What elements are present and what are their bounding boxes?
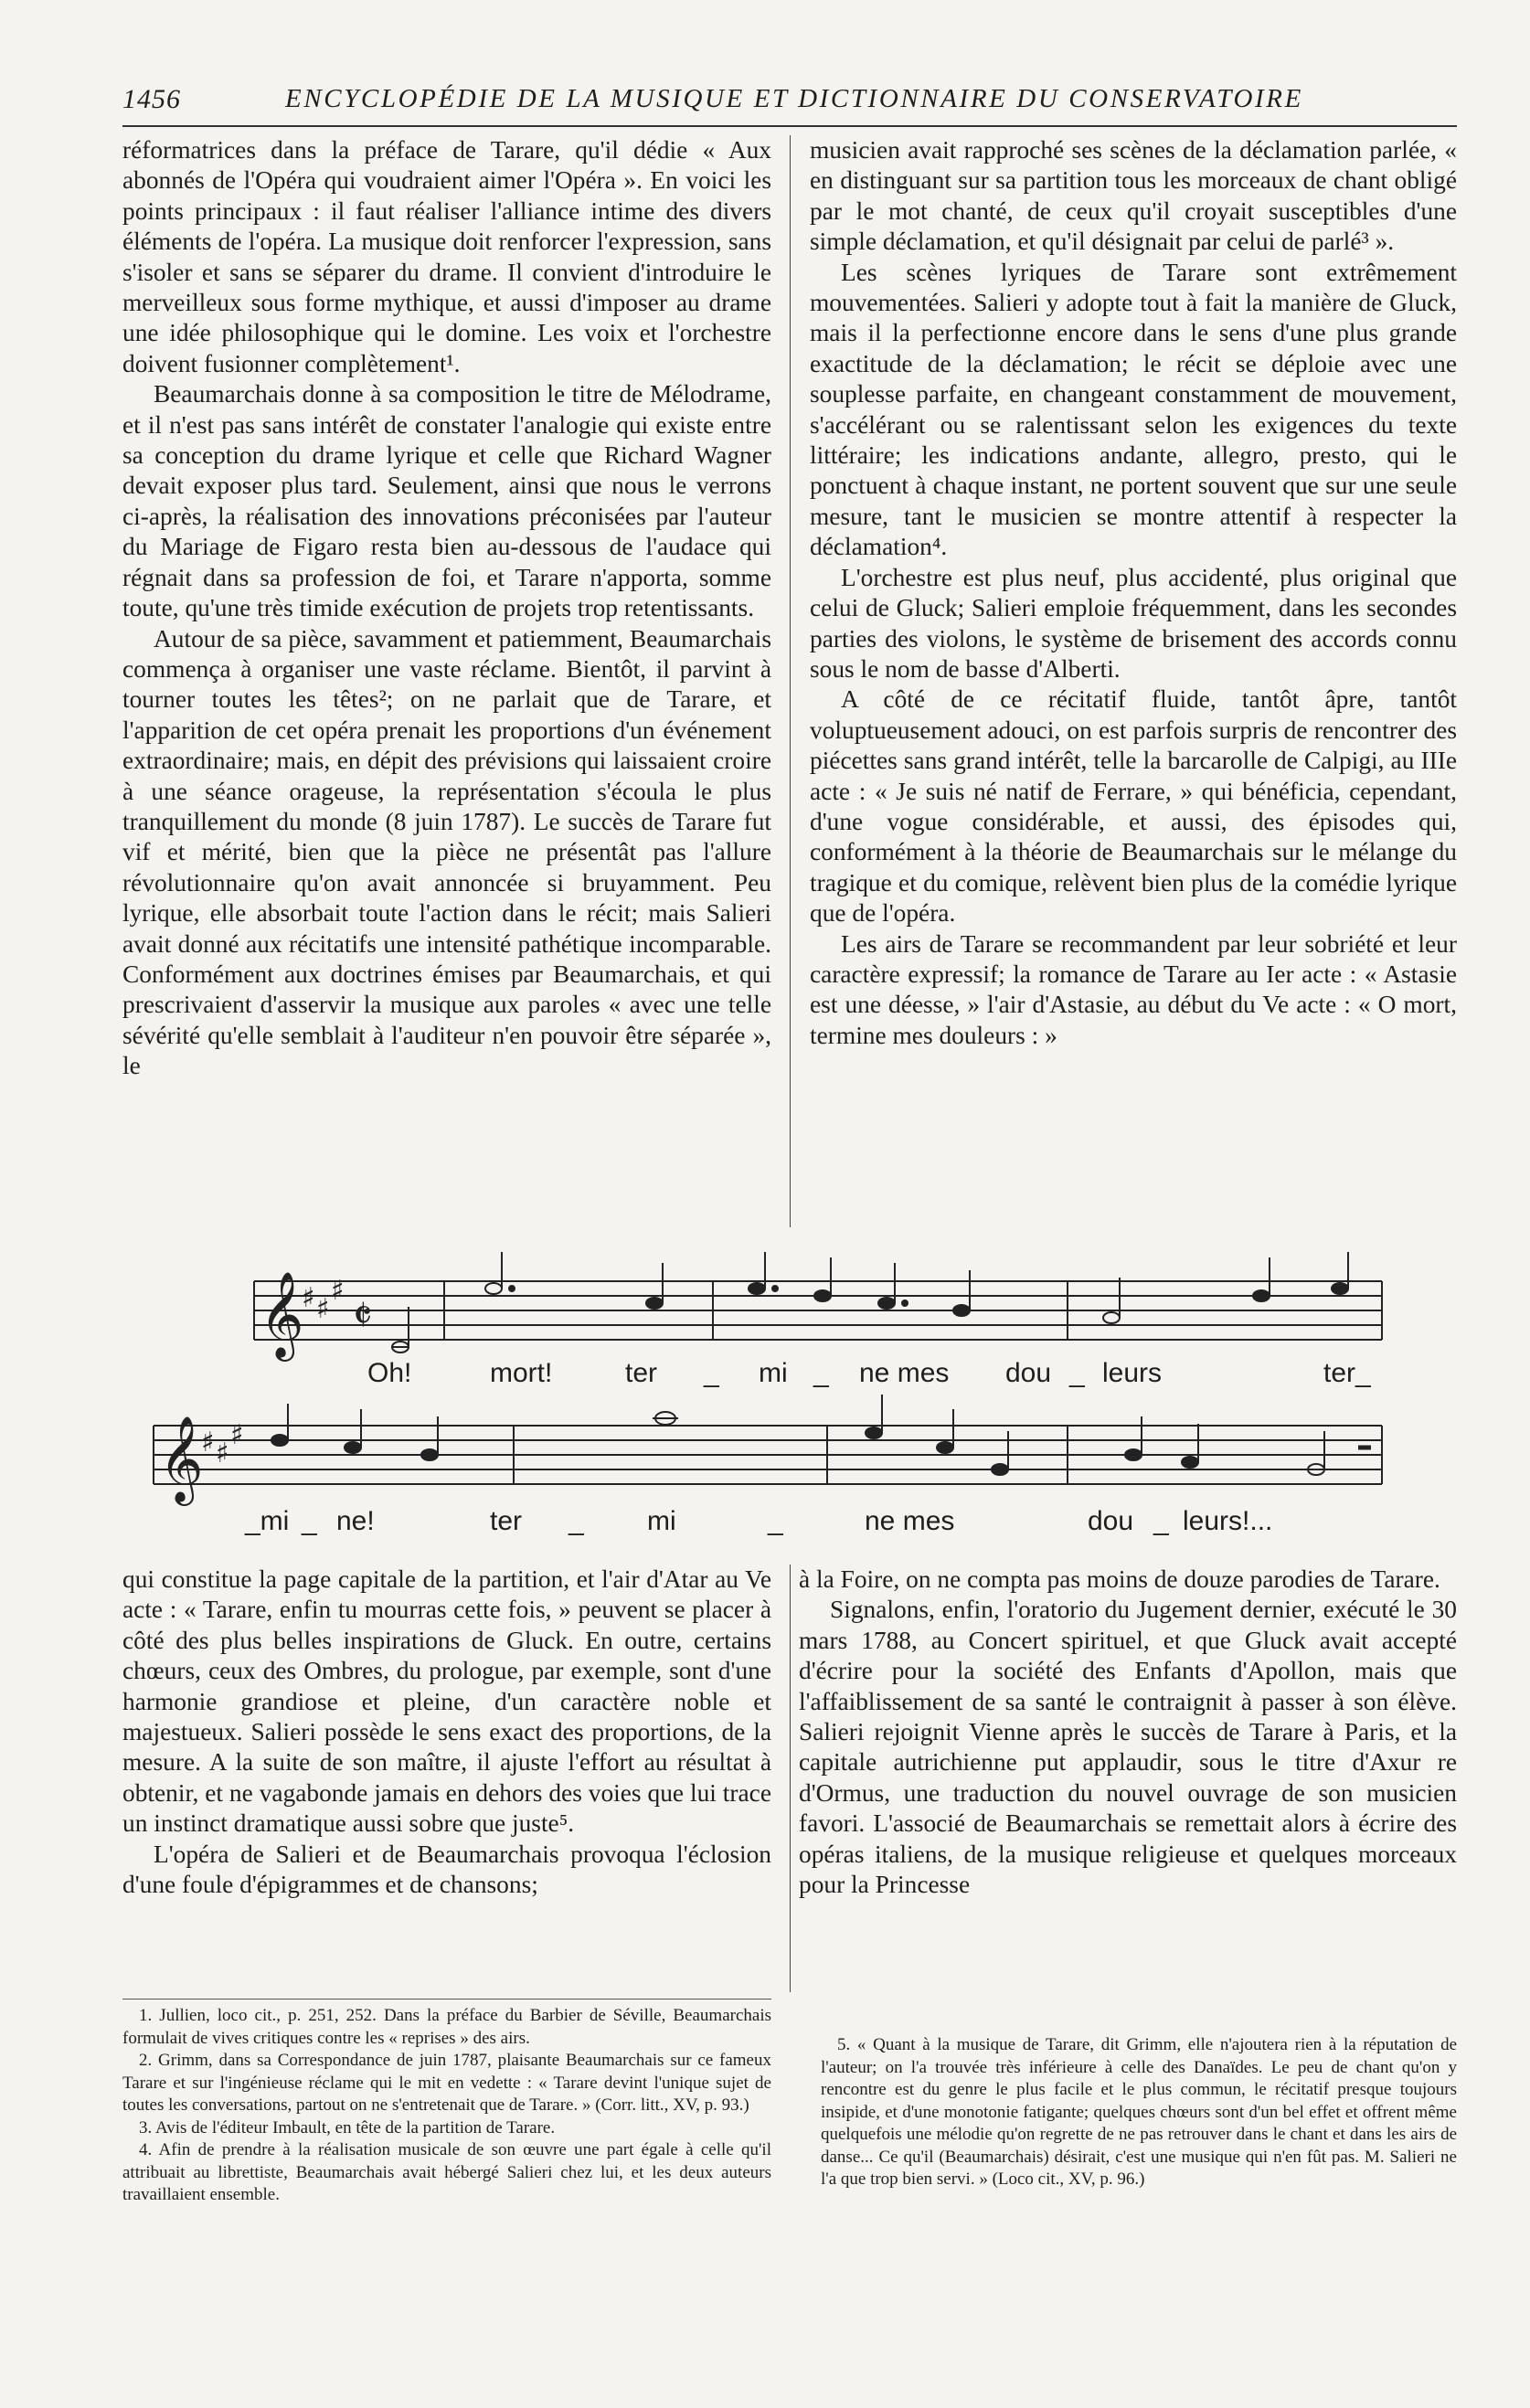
svg-text:♯: ♯ [316,1293,330,1325]
lyric: ne mes [865,1506,955,1536]
lyric: _ [768,1506,783,1536]
footnotes-right [821,2034,1457,2191]
lyric: _ [302,1506,317,1536]
footnote: 4. Afin de prendre à la réalisation musicale de son œuvre une part égale à celle qu'il attribuait au librettiste, Beaumarchais avait hébergé Salieri chez lui, et les deux auteurs travaillaient ensemble. [122,2140,771,2204]
lyric: _ [1069,1358,1085,1388]
lyric: ne! [336,1506,375,1536]
paragraph: qui constitue la page capitale de la partition, et l'air d'Atar au Ve acte : « Tarare, enfin tu mourras cette fois, » peuvent se placer à côté des plus belles inspirations de Gluck. En outre, certains chœurs, ceux des Ombres, du prologue, par exemple, sont d'une harmonie grandiose et pleine, d'un caractère noble et majestueux. Salieri possède le sens exact des proportions, de la mesure. A la suite de son maître, il ajuste l'effort au résultat à obtenir, et ne vagabonde jamais en dehors des voies que lui trace un instinct dramatique aussi sobre que juste⁵. [122,1565,771,1838]
paragraph: Autour de sa pièce, savamment et patiemment, Beaumarchais commença à organiser une vaste réclame. Bientôt, il parvint à tourner toutes les têtes²; on ne parlait que de Tarare, et l'apparition de cet opéra prenait les proportions d'un événement extraordinaire; mais, en dépit des prévisions qui laissaient croire à une séance orageuse, la représentation s'écoula le plus tranquillement du monde (8 juin 1787). Le succès de Tarare fut vif et mérité, bien que la pièce ne présentât pas l'allure révolutionnaire qu'on avait annoncée si bruyamment. Peu lyrique, elle absorbait toute l'action dans le récit; mais Salieri avait donné aux récitatifs une intensité pathétique incomparable. Conformément aux doctrines émises par Beaumarchais, et qui prescrivaient d'asservir la musique aux paroles « avec une telle sévérité qu'elle semblait à l'auditeur n'en pouvoir être séparée », le [122,624,771,1080]
column-left-bottom [122,1565,771,1900]
paragraph: Les scènes lyriques de Tarare sont extrêmement mouvementées. Salieri y adopte tout à fait la manière de Gluck, mais il la perfectionne encore dans le sens d'une plus grande exactitude de la déclamation; le récit se déploie avec une souplesse parfaite, en changeant constamment de mouvement, s'accélérant ou se ralentissant selon les exigences du texte littéraire; les indications andante, allegro, presto, qui le ponctuent à chaque instant, ne portent souvent que sur une seule mesure, tant le musicien se montre attentif à respecter la déclamation⁴. [810,258,1457,561]
paragraph: Les airs de Tarare se recommandent par leur sobriété et leur caractère expressif; la romance de Tarare au Ier acte : « Astasie est une déesse, » l'air d'Astasie, au début du Ve acte : « O mort, termine mes douleurs : » [810,929,1457,1049]
lyric: ter [490,1506,523,1536]
lyric: ne mes [859,1358,950,1388]
lyric: dou [1088,1506,1134,1536]
paragraph: musicien avait rapproché ses scènes de la déclamation parlée, « en distinguant sur sa partition tous les morceaux de chant obligé par le mot chanté, de ceux qu'il croyait susceptibles d'une simple déclamation, et qu'il désignait par celui de parlé³ ». [810,136,1457,256]
svg-text:♯: ♯ [331,1275,345,1307]
music-example [0,1252,1530,1554]
lyric: ter_ [1323,1358,1371,1388]
lyric: leurs [1102,1358,1163,1388]
footnote: 5. « Quant à la musique de Tarare, dit Grimm, elle n'ajoutera rien à la réputation de l'auteur; on l'a trouvée très inférieure à celle des Danaïdes. Le peu de chant qu'on y rencontre est du genre le plus facile et le plus commun, le récitatif presque toujours insipide, et d'une monotonie fatigante; quelques chœurs sont d'un bel effet et offrent même quelquefois une mélodie qu'on regrette de ne pas retrouver dans le chant et dans les airs de danse... Ce qu'il (Beaumarchais) désirait, c'est une musique qui n'en fût pas. M. Salieri ne l'a que trop bien servi. » (Loco cit., XV, p. 96.) [821,2035,1457,2189]
svg-text:𝄵: 𝄵 [353,1290,373,1342]
page-number: 1456 [122,84,181,114]
lyric: mi [759,1358,788,1388]
lyric: dou [1005,1358,1052,1388]
paragraph: A côté de ce récitatif fluide, tantôt âpre, tantôt voluptueusement adouci, on est parfois surpris de rencontrer des piécettes sans grand intérêt, telle la barcarolle de Calpigi, au IIIe acte : « Je suis né natif de Ferrare, » qui bénéficia, cependant, d'une vogue considérable, et aussi, des épisodes qui, conformément à la théorie de Beaumarchais sur le mélange du tragique et du comique, relèvent bien plus de la comédie lyrique que de l'opéra. [810,685,1457,928]
header-rule [122,125,1457,127]
column-divider [790,135,791,1227]
paragraph: à la Foire, on ne compta pas moins de douze parodies de Tarare. [799,1565,1440,1593]
lyric: _ [704,1358,719,1388]
svg-text:♯: ♯ [302,1282,315,1314]
column-right-bottom [799,1565,1457,1900]
paragraph: L'opéra de Salieri et de Beaumarchais provoqua l'éclosion d'une foule d'épigrammes et de chansons; [122,1840,771,1899]
column-left-top [122,135,771,1082]
music-staff-svg [0,1252,1530,1554]
lyric: mi [647,1506,676,1536]
lyric: ter [625,1358,658,1388]
svg-text:♯: ♯ [201,1427,215,1459]
column-right-top [810,135,1457,1051]
running-header [122,84,1457,121]
svg-text:♯: ♯ [230,1419,244,1451]
lyric: _ [813,1358,829,1388]
footnote: 1. Jullien, loco cit., p. 251, 252. Dans la préface du Barbier de Séville, Beaumarchais formulait de vives critiques contre les « reprises » des airs. [122,2006,771,2048]
running-title: ENCYCLOPÉDIE DE LA MUSIQUE ET DICTIONNAIRE DU CONSERVATOIRE [285,84,1303,113]
footnote-rule [122,1999,771,2000]
treble-clef-icon: 𝄞 [159,1416,204,1502]
lyric: leurs!... [1183,1506,1273,1536]
paragraph: réformatrices dans la préface de Tarare, qu'il dédie « Aux abonnés de l'Opéra qui voudraient aimer l'Opéra ». En voici les points principaux : il faut réaliser l'alliance intime des divers éléments de l'opéra. La musique doit renforcer l'expression, sans s'isoler et sans se séparer du drame. Il convient d'introduire le merveilleux sous forme mythique, et aussi d'imposer au drame une idée philosophique qui le domine. Les voix et l'orchestre doivent fusionner complètement¹. [122,136,771,377]
lyric: Oh! [367,1358,412,1388]
paragraph: Beaumarchais donne à sa composition le titre de Mélodrame, et il n'est pas sans intérêt de constater l'analogie qui existe entre sa conception du drame lyrique et celle que Richard Wagner devait exposer plus tard. Seulement, ainsi que nous le verrons ci-après, la réalisation des innovations préconisées par l'auteur du Mariage de Figaro resta bien au-dessous de l'audace qui régnait dans sa profession de foi, et Tarare n'apporta, somme toute, qu'une très timide exécution de projets trop retentissants. [122,380,771,622]
paragraph: L'orchestre est plus neuf, plus accidenté, plus original que celui de Gluck; Salieri emploie fréquemment, dans les secondes parties des violons, le système de brisement des accords connu sous le nom de basse d'Alberti. [810,563,1457,683]
svg-text:♯: ♯ [216,1437,229,1469]
column-divider [790,1565,791,1992]
lyric: mort! [490,1358,553,1388]
lyric: _ [1153,1506,1169,1536]
footnote: 3. Avis de l'éditeur Imbault, en tête de la partition de Tarare. [139,2117,556,2137]
lyric: _mi [245,1506,290,1536]
treble-clef-icon: 𝄞 [260,1271,304,1358]
lyric: _ [568,1506,584,1536]
footnote: 2. Grimm, dans sa Correspondance de juin 1787, plaisante Beaumarchais sur ce fameux Tarare et sur l'ingénieuse réclame qui le mit en vedette : « Tarare devint l'unique sujet de toutes les conversations, partout on ne s'entretenait que de Tarare. » (Corr. litt., XV, p. 93.) [122,2051,771,2115]
footnotes-left [122,2005,771,2207]
paragraph: Signalons, enfin, l'oratorio du Jugement dernier, exécuté le 30 mars 1788, au Concert spirituel, et que Gluck avait accepté d'écrire pour la société des Enfants d'Apollon, mais que l'affaiblissement de sa santé le contraignit à passer à son élève. Salieri rejoignit Vienne après le succès de Tarare à Paris, et la capitale autrichienne put applaudir, sous le titre d'Axur re d'Ormus, une traduction du nouvel ouvrage de son musicien favori. L'associé de Beaumarchais se remettait alors à écrire des opéras italiens, de la musique religieuse et quelques morceaux pour la Princesse [799,1596,1457,1899]
